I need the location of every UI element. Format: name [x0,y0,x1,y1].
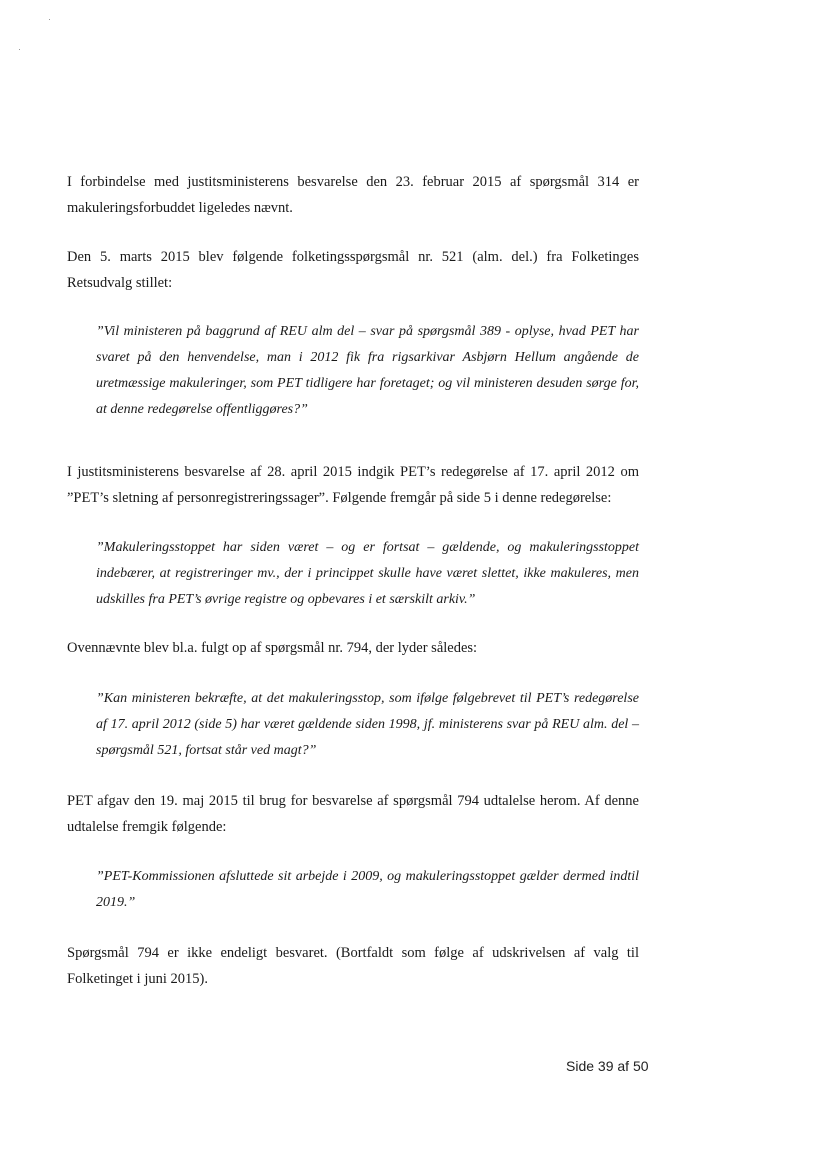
quote-spoergsmaal-794: ”Kan ministeren bekræfte, at det makuleringsstop, som ifølge følgebrevet til PET’s redegørelse af 17. april 2012 (side 5) har været gældende siden 1998, jf. ministerens svar på REU alm. del – spørgsmål 521, fortsat står ved magt?” [96,691,639,758]
paragraph-makuleringsforbud: I forbindelse med justitsministerens besvarelse den 23. februar 2015 af spørgsmål 314 er makuleringsforbuddet ligeledes nævnt. [67,174,639,216]
page-number: Side 39 af 50 [566,1058,649,1074]
paragraph-spoergsmaal-794-intro: Ovennævnte blev bl.a. fulgt op af spørgsmål nr. 794, der lyder således: [67,640,478,656]
paragraph-spoergsmaal-794-status: Spørgsmål 794 er ikke endeligt besvaret. (Bortfaldt som følge af udskrivelsen af valg til Folketinget i juni 2015). [67,945,639,987]
scan-speck [49,19,50,20]
paragraph-pet-redegoerelse: I justitsministerens besvarelse af 28. april 2015 indgik PET’s redegørelse af 17. april 2012 om ”PET’s sletning af personregistreringssager”. Følgende fremgår på side 5 i denne redegørelse: [67,464,639,506]
paragraph-spoergsmaal-521-intro: Den 5. marts 2015 blev følgende folketingsspørgsmål nr. 521 (alm. del.) fra Folketinges Retsudvalg stillet: [67,249,639,291]
quote-redegoerelse-side-5: ”Makuleringsstoppet har siden været – og er fortsat – gældende, og makuleringsstoppet indebærer, at registreringer mv., der i princippet skulle have været slettet, ikke makuleres, men udskilles fra PET’s øvrige registre og opbevares i et særskilt arkiv.” [96,540,639,607]
quote-spoergsmaal-521: ”Vil ministeren på baggrund af REU alm del – svar på spørgsmål 389 - oplyse, hvad PET har svaret på den henvendelse, man i 2012 fik fra rigsarkivar Asbjørn Hellum angående de uretmæssige makuleringer, som PET tidligere har foretaget; og vil ministeren desuden sørge for, at denne redegørelse offentliggøres?” [96,324,639,417]
quote-pet-kommissionen: ”PET-Kommissionen afsluttede sit arbejde i 2009, og makuleringsstoppet gælder dermed indtil 2019.” [96,869,639,910]
scan-speck [19,49,20,50]
paragraph-pet-udtalelse: PET afgav den 19. maj 2015 til brug for besvarelse af spørgsmål 794 udtalelse herom. Af denne udtalelse fremgik følgende: [67,793,639,835]
